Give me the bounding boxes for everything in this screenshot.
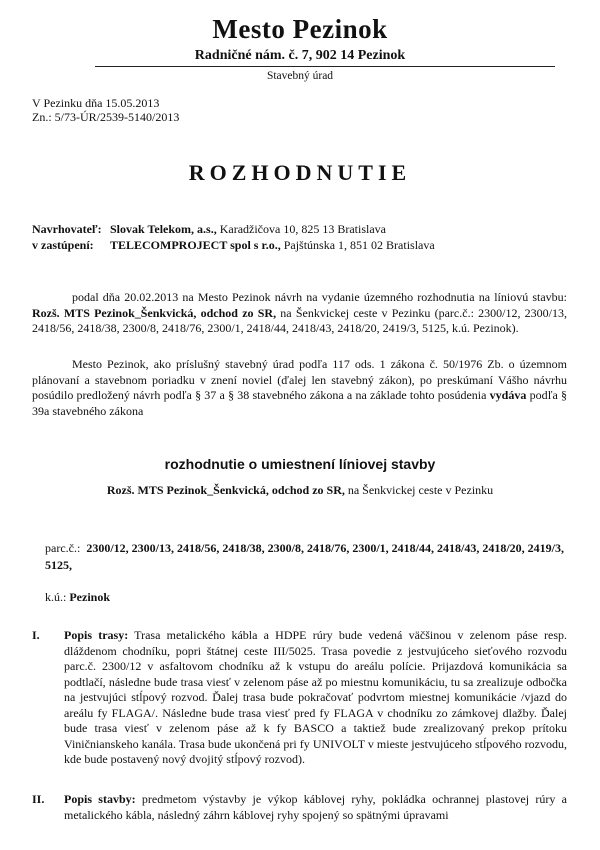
header-rule <box>95 66 555 67</box>
parcel-list <box>45 540 565 574</box>
authority-text-end: podľa § 39a stavebného zákona <box>32 388 567 418</box>
authority-paragraph <box>32 357 567 419</box>
decision-construction-name: Rozš. MTS Pezinok_Šenkvická, odchod zo SR, <box>106 483 345 497</box>
proposer-line <box>32 222 386 237</box>
cadastre-value: Pezinok <box>69 590 111 604</box>
reference-number: Zn.: 5/73-ÚR/2539-5140/2013 <box>32 110 180 124</box>
section-number: II. <box>32 792 45 806</box>
representative-name: TELECOMPROJECT spol s r.o., <box>110 238 281 252</box>
application-text-end: na Šenkvickej ceste v Pezinku (parc.č.: 2300/12, 2300/13, 2418/56, 2418/38, 2300/8, 2418/76, 2300/1, 2418/44, 2418/43, 2418/20, 2419/3, 5125, k.ú. Pezinok). <box>32 305 568 335</box>
section-construction <box>32 792 567 823</box>
proposer-label: Navrhovateľ: <box>32 222 102 236</box>
decision-construction-line <box>0 483 600 498</box>
section-text: Trasa metalického kábla a HDPE rúry bude vedená väčšinou v zelenom páse resp. dláždenom chodníku, popri štátnej ceste III/5025. Trasa povedie z jestvujúceho sieťového rozvodu parc.č. 2300/12 v asfaltovom chodníku až k vstupu do areálu polície. Prijazdová komunikácia sa podtlačí, následne bude trasa viesť v zelenom páse až po miestnu komunikáciu, tu sa zrealizuje odbočka na jestvujúci stĺpový rozvod. Ďalej trasa bude pokračovať podvrtom miestnej komunikácie /vjazd do areálu fy FLAGA/. Následne bude trasa viesť pred fy FLAGA v chodníku zo zámkovej dlažby. Ďalej bude trasa viesť v zelenom páse až k fy BASCO a taktiež bude zrealizovaný prekop prítoku Viničnianskeho kanála. Trasa bude ukončená pri fy UNIVOLT v mieste jestvujúceho stĺpového rozvodu, kde bude postavený nový dvojitý stĺpový rozvod). <box>64 628 567 766</box>
section-route <box>32 628 567 768</box>
representative-address: Pajštúnska 1, 851 02 Bratislava <box>280 238 435 252</box>
construction-name: Rozš. MTS Pezinok_Šenkvická, odchod zo SR, <box>32 305 277 320</box>
decision-subheading: rozhodnutie o umiestnení líniovej stavby <box>164 456 436 472</box>
section-number: I. <box>32 628 40 642</box>
representative-line <box>32 238 435 253</box>
parcel-label: parc.č.: <box>45 541 81 555</box>
application-text-start: podal dňa 20.02.2013 na Mesto Pezinok návrh na vydanie územného rozhodnutia na líniovú stavbu: <box>72 290 567 304</box>
application-paragraph <box>32 290 567 337</box>
city-title: Mesto Pezinok <box>212 14 388 44</box>
city-address: Radničné nám. č. 7, 902 14 Pezinok <box>194 48 406 63</box>
section-title: Popis stavby: <box>64 792 136 806</box>
proposer-address: Karadžičova 10, 825 13 Bratislava <box>216 222 386 236</box>
cadastre-line <box>45 590 110 605</box>
issues-word: vydáva <box>489 388 527 402</box>
cadastre-label: k.ú.: <box>45 590 67 604</box>
parcel-values: 2300/12, 2300/13, 2418/56, 2418/38, 2300/8, 2418/76, 2300/1, 2418/44, 2418/43, 2418/20, 2419/3, 5125, <box>45 541 564 572</box>
decision-construction-location: na Šenkvickej ceste v Pezinku <box>344 483 494 497</box>
date-line: V Pezinku dňa 15.05.2013 <box>32 96 160 110</box>
document-heading: ROZHODNUTIE <box>188 160 412 185</box>
office-name: Stavebný úrad <box>266 70 334 82</box>
section-body <box>64 792 567 823</box>
representative-label: v zastúpení: <box>32 238 94 252</box>
authority-text-start: Mesto Pezinok, ako príslušný stavebný úrad podľa 117 ods. 1 zákona č. 50/1976 Zb. o územnom plánovaní a stavebnom poriadku v znení noviel (ďalej len stavebný zákon), po preskúmaní Vášho návrhu posúdilo predložený návrh podľa § 37 a § 38 stavebného zákona a na základe tohto posúdenia <box>32 357 567 402</box>
proposer-name: Slovak Telekom, a.s., <box>110 222 217 236</box>
date-block <box>32 96 179 124</box>
section-body <box>64 628 567 768</box>
section-title: Popis trasy: <box>64 628 129 642</box>
section-text: predmetom výstavby je výkop káblovej ryhy, pokládka ochrannej plastovej rúry a metalického kábla, následný záhrn káblovej ryhy spojený so spätnými úpravami <box>64 792 567 822</box>
